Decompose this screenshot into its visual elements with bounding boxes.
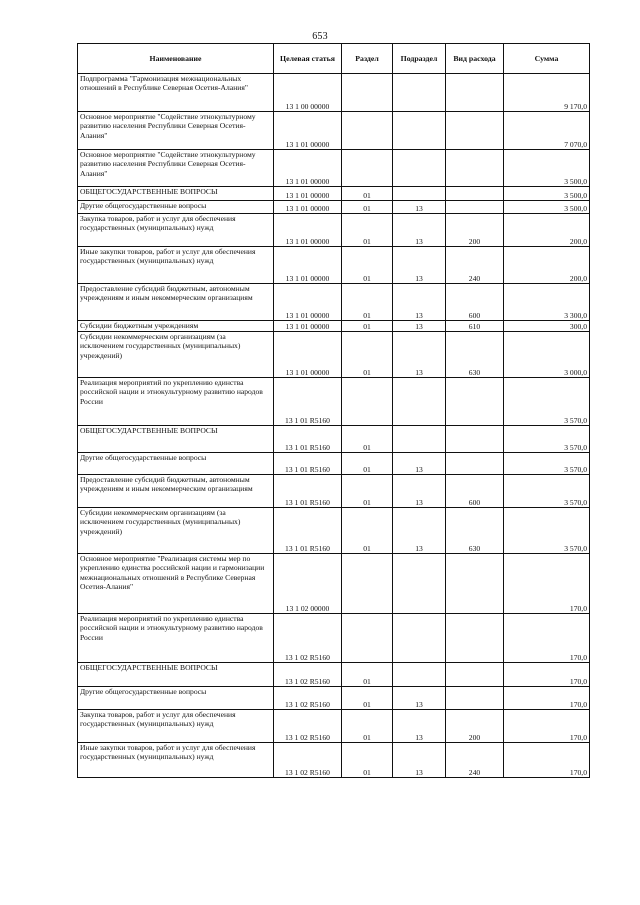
- cell-name: Закупка товаров, работ и услуг для обеспечения государственных (муниципальных) нужд: [78, 710, 274, 743]
- cell-amount: 170,0: [504, 710, 590, 743]
- cell-section: [342, 554, 393, 614]
- cell-name: Реализация мероприятий по укреплению единства российской нации и этнокультурному развитию народов России: [78, 378, 274, 426]
- table-row: [78, 687, 590, 710]
- cell-name: Иные закупки товаров, работ и услуг для обеспечения государственных (муниципальных) нужд: [78, 743, 274, 778]
- cell-expense-type: 200: [446, 710, 504, 743]
- header-target: Целевая статья: [274, 44, 342, 74]
- cell-amount: 7 070,0: [504, 112, 590, 150]
- cell-expense-type: [446, 426, 504, 453]
- cell-subsection: 13: [393, 508, 446, 554]
- cell-amount: 9 170,0: [504, 74, 590, 112]
- cell-target: 13 1 01 00000: [274, 214, 342, 247]
- cell-subsection: 13: [393, 247, 446, 284]
- cell-section: 01: [342, 321, 393, 332]
- table-row: [78, 663, 590, 687]
- cell-expense-type: 630: [446, 508, 504, 554]
- cell-subsection: [393, 74, 446, 112]
- table-row: [78, 214, 590, 247]
- cell-expense-type: 630: [446, 332, 504, 378]
- cell-amount: 300,0: [504, 321, 590, 332]
- cell-section: 01: [342, 201, 393, 214]
- header-name: Наименование: [78, 44, 274, 74]
- cell-section: [342, 378, 393, 426]
- cell-amount: 170,0: [504, 687, 590, 710]
- table-row: [78, 112, 590, 150]
- cell-name: Закупка товаров, работ и услуг для обеспечения государственных (муниципальных) нужд: [78, 214, 274, 247]
- cell-subsection: 13: [393, 475, 446, 508]
- cell-name: Субсидии некоммерческим организациям (за исключением государственных (муниципальных) учреждений): [78, 332, 274, 378]
- cell-target: 13 1 02 R5160: [274, 687, 342, 710]
- cell-target: 13 1 02 00000: [274, 554, 342, 614]
- cell-subsection: [393, 614, 446, 663]
- page-number: 653: [312, 31, 328, 42]
- cell-section: 01: [342, 284, 393, 321]
- cell-subsection: [393, 554, 446, 614]
- cell-subsection: 13: [393, 321, 446, 332]
- cell-target: 13 1 01 00000: [274, 247, 342, 284]
- table-row: [78, 378, 590, 426]
- table-row: [78, 453, 590, 475]
- table-row: [78, 614, 590, 663]
- cell-subsection: 13: [393, 710, 446, 743]
- cell-target: 13 1 01 R5160: [274, 378, 342, 426]
- table-row: [78, 508, 590, 554]
- cell-subsection: 13: [393, 284, 446, 321]
- cell-subsection: [393, 150, 446, 187]
- cell-amount: 3 300,0: [504, 284, 590, 321]
- table-row: [78, 332, 590, 378]
- cell-section: 01: [342, 475, 393, 508]
- cell-section: [342, 74, 393, 112]
- cell-subsection: 13: [393, 214, 446, 247]
- cell-target: 13 1 01 00000: [274, 332, 342, 378]
- cell-name: Предоставление субсидий бюджетным, автономным учреждениям и иным некоммерческим организациям: [78, 284, 274, 321]
- cell-section: 01: [342, 247, 393, 284]
- table-row: [78, 74, 590, 112]
- cell-subsection: 13: [393, 743, 446, 778]
- cell-section: 01: [342, 508, 393, 554]
- header-subsection: Подраздел: [393, 44, 446, 74]
- cell-target: 13 1 01 00000: [274, 150, 342, 187]
- cell-name: Субсидии некоммерческим организациям (за исключением государственных (муниципальных) учреждений): [78, 508, 274, 554]
- cell-amount: 3 000,0: [504, 332, 590, 378]
- cell-name: ОБЩЕГОСУДАРСТВЕННЫЕ ВОПРОСЫ: [78, 426, 274, 453]
- cell-amount: 3 500,0: [504, 150, 590, 187]
- cell-expense-type: [446, 687, 504, 710]
- cell-amount: 3 570,0: [504, 426, 590, 453]
- cell-amount: 200,0: [504, 214, 590, 247]
- cell-section: 01: [342, 453, 393, 475]
- header-amount: Сумма: [504, 44, 590, 74]
- cell-section: [342, 150, 393, 187]
- cell-name: Подпрограмма "Гармонизация межнациональных отношений в Республике Северная Осетия-Алания": [78, 74, 274, 112]
- table-row: [78, 284, 590, 321]
- cell-target: 13 1 00 00000: [274, 74, 342, 112]
- cell-expense-type: [446, 554, 504, 614]
- cell-section: 01: [342, 743, 393, 778]
- cell-section: 01: [342, 426, 393, 453]
- cell-amount: 170,0: [504, 743, 590, 778]
- table-row: [78, 554, 590, 614]
- cell-amount: 3 570,0: [504, 378, 590, 426]
- table-row: [78, 475, 590, 508]
- cell-section: 01: [342, 187, 393, 201]
- cell-expense-type: [446, 378, 504, 426]
- cell-name: Предоставление субсидий бюджетным, автономным учреждениям и иным некоммерческим организациям: [78, 475, 274, 508]
- cell-amount: 200,0: [504, 247, 590, 284]
- cell-target: 13 1 01 00000: [274, 187, 342, 201]
- header-expense-type: Вид расхода: [446, 44, 504, 74]
- cell-amount: 3 500,0: [504, 187, 590, 201]
- cell-name: Иные закупки товаров, работ и услуг для обеспечения государственных (муниципальных) нужд: [78, 247, 274, 284]
- budget-table: [77, 43, 590, 778]
- table-row: [78, 201, 590, 214]
- cell-expense-type: [446, 187, 504, 201]
- cell-expense-type: [446, 74, 504, 112]
- cell-subsection: [393, 112, 446, 150]
- cell-target: 13 1 02 R5160: [274, 663, 342, 687]
- cell-subsection: [393, 378, 446, 426]
- cell-subsection: [393, 426, 446, 453]
- header-section: Раздел: [342, 44, 393, 74]
- cell-amount: 3 570,0: [504, 453, 590, 475]
- cell-subsection: 13: [393, 453, 446, 475]
- table-row: [78, 321, 590, 332]
- cell-expense-type: [446, 150, 504, 187]
- cell-name: Другие общегосударственные вопросы: [78, 453, 274, 475]
- table-row: [78, 187, 590, 201]
- table-header-row: [78, 44, 590, 74]
- cell-section: 01: [342, 214, 393, 247]
- cell-target: 13 1 01 00000: [274, 201, 342, 214]
- cell-subsection: 13: [393, 201, 446, 214]
- table-row: [78, 426, 590, 453]
- cell-subsection: 13: [393, 687, 446, 710]
- cell-expense-type: 240: [446, 743, 504, 778]
- cell-expense-type: 200: [446, 214, 504, 247]
- cell-name: Основное мероприятие "Содействие этнокультурному развитию населения Республики Северная Осетия-Алания": [78, 112, 274, 150]
- cell-section: 01: [342, 332, 393, 378]
- cell-name: Другие общегосударственные вопросы: [78, 687, 274, 710]
- cell-name: Реализация мероприятий по укреплению единства российской нации и этнокультурному развитию народов России: [78, 614, 274, 663]
- cell-amount: 170,0: [504, 663, 590, 687]
- cell-subsection: [393, 187, 446, 201]
- cell-name: Субсидии бюджетным учреждениям: [78, 321, 274, 332]
- cell-name: Основное мероприятие "Содействие этнокультурному развитию населения Республики Северная Осетия-Алания": [78, 150, 274, 187]
- cell-expense-type: [446, 201, 504, 214]
- cell-amount: 170,0: [504, 614, 590, 663]
- cell-target: 13 1 01 00000: [274, 321, 342, 332]
- cell-name: ОБЩЕГОСУДАРСТВЕННЫЕ ВОПРОСЫ: [78, 187, 274, 201]
- cell-expense-type: 610: [446, 321, 504, 332]
- cell-target: 13 1 01 R5160: [274, 426, 342, 453]
- table-row: [78, 150, 590, 187]
- cell-target: 13 1 02 R5160: [274, 614, 342, 663]
- cell-section: 01: [342, 710, 393, 743]
- cell-section: 01: [342, 663, 393, 687]
- cell-expense-type: 240: [446, 247, 504, 284]
- cell-target: 13 1 01 00000: [274, 112, 342, 150]
- cell-expense-type: [446, 663, 504, 687]
- cell-expense-type: 600: [446, 284, 504, 321]
- cell-amount: 170,0: [504, 554, 590, 614]
- cell-target: 13 1 01 R5160: [274, 453, 342, 475]
- cell-section: [342, 112, 393, 150]
- cell-section: 01: [342, 687, 393, 710]
- cell-name: Другие общегосударственные вопросы: [78, 201, 274, 214]
- table-row: [78, 247, 590, 284]
- cell-expense-type: [446, 614, 504, 663]
- cell-name: ОБЩЕГОСУДАРСТВЕННЫЕ ВОПРОСЫ: [78, 663, 274, 687]
- cell-target: 13 1 01 R5160: [274, 475, 342, 508]
- cell-section: [342, 614, 393, 663]
- cell-target: 13 1 01 R5160: [274, 508, 342, 554]
- cell-expense-type: 600: [446, 475, 504, 508]
- table-row: [78, 743, 590, 778]
- table-row: [78, 710, 590, 743]
- cell-subsection: [393, 663, 446, 687]
- cell-amount: 3 570,0: [504, 508, 590, 554]
- cell-target: 13 1 02 R5160: [274, 743, 342, 778]
- cell-expense-type: [446, 112, 504, 150]
- cell-target: 13 1 01 00000: [274, 284, 342, 321]
- cell-name: Основное мероприятие "Реализация системы мер по укреплению единства российской нации и гармонизации межнациональных отношений в Республике Северная Осетия-Алания": [78, 554, 274, 614]
- cell-subsection: 13: [393, 332, 446, 378]
- cell-amount: 3 500,0: [504, 201, 590, 214]
- cell-expense-type: [446, 453, 504, 475]
- cell-amount: 3 570,0: [504, 475, 590, 508]
- cell-target: 13 1 02 R5160: [274, 710, 342, 743]
